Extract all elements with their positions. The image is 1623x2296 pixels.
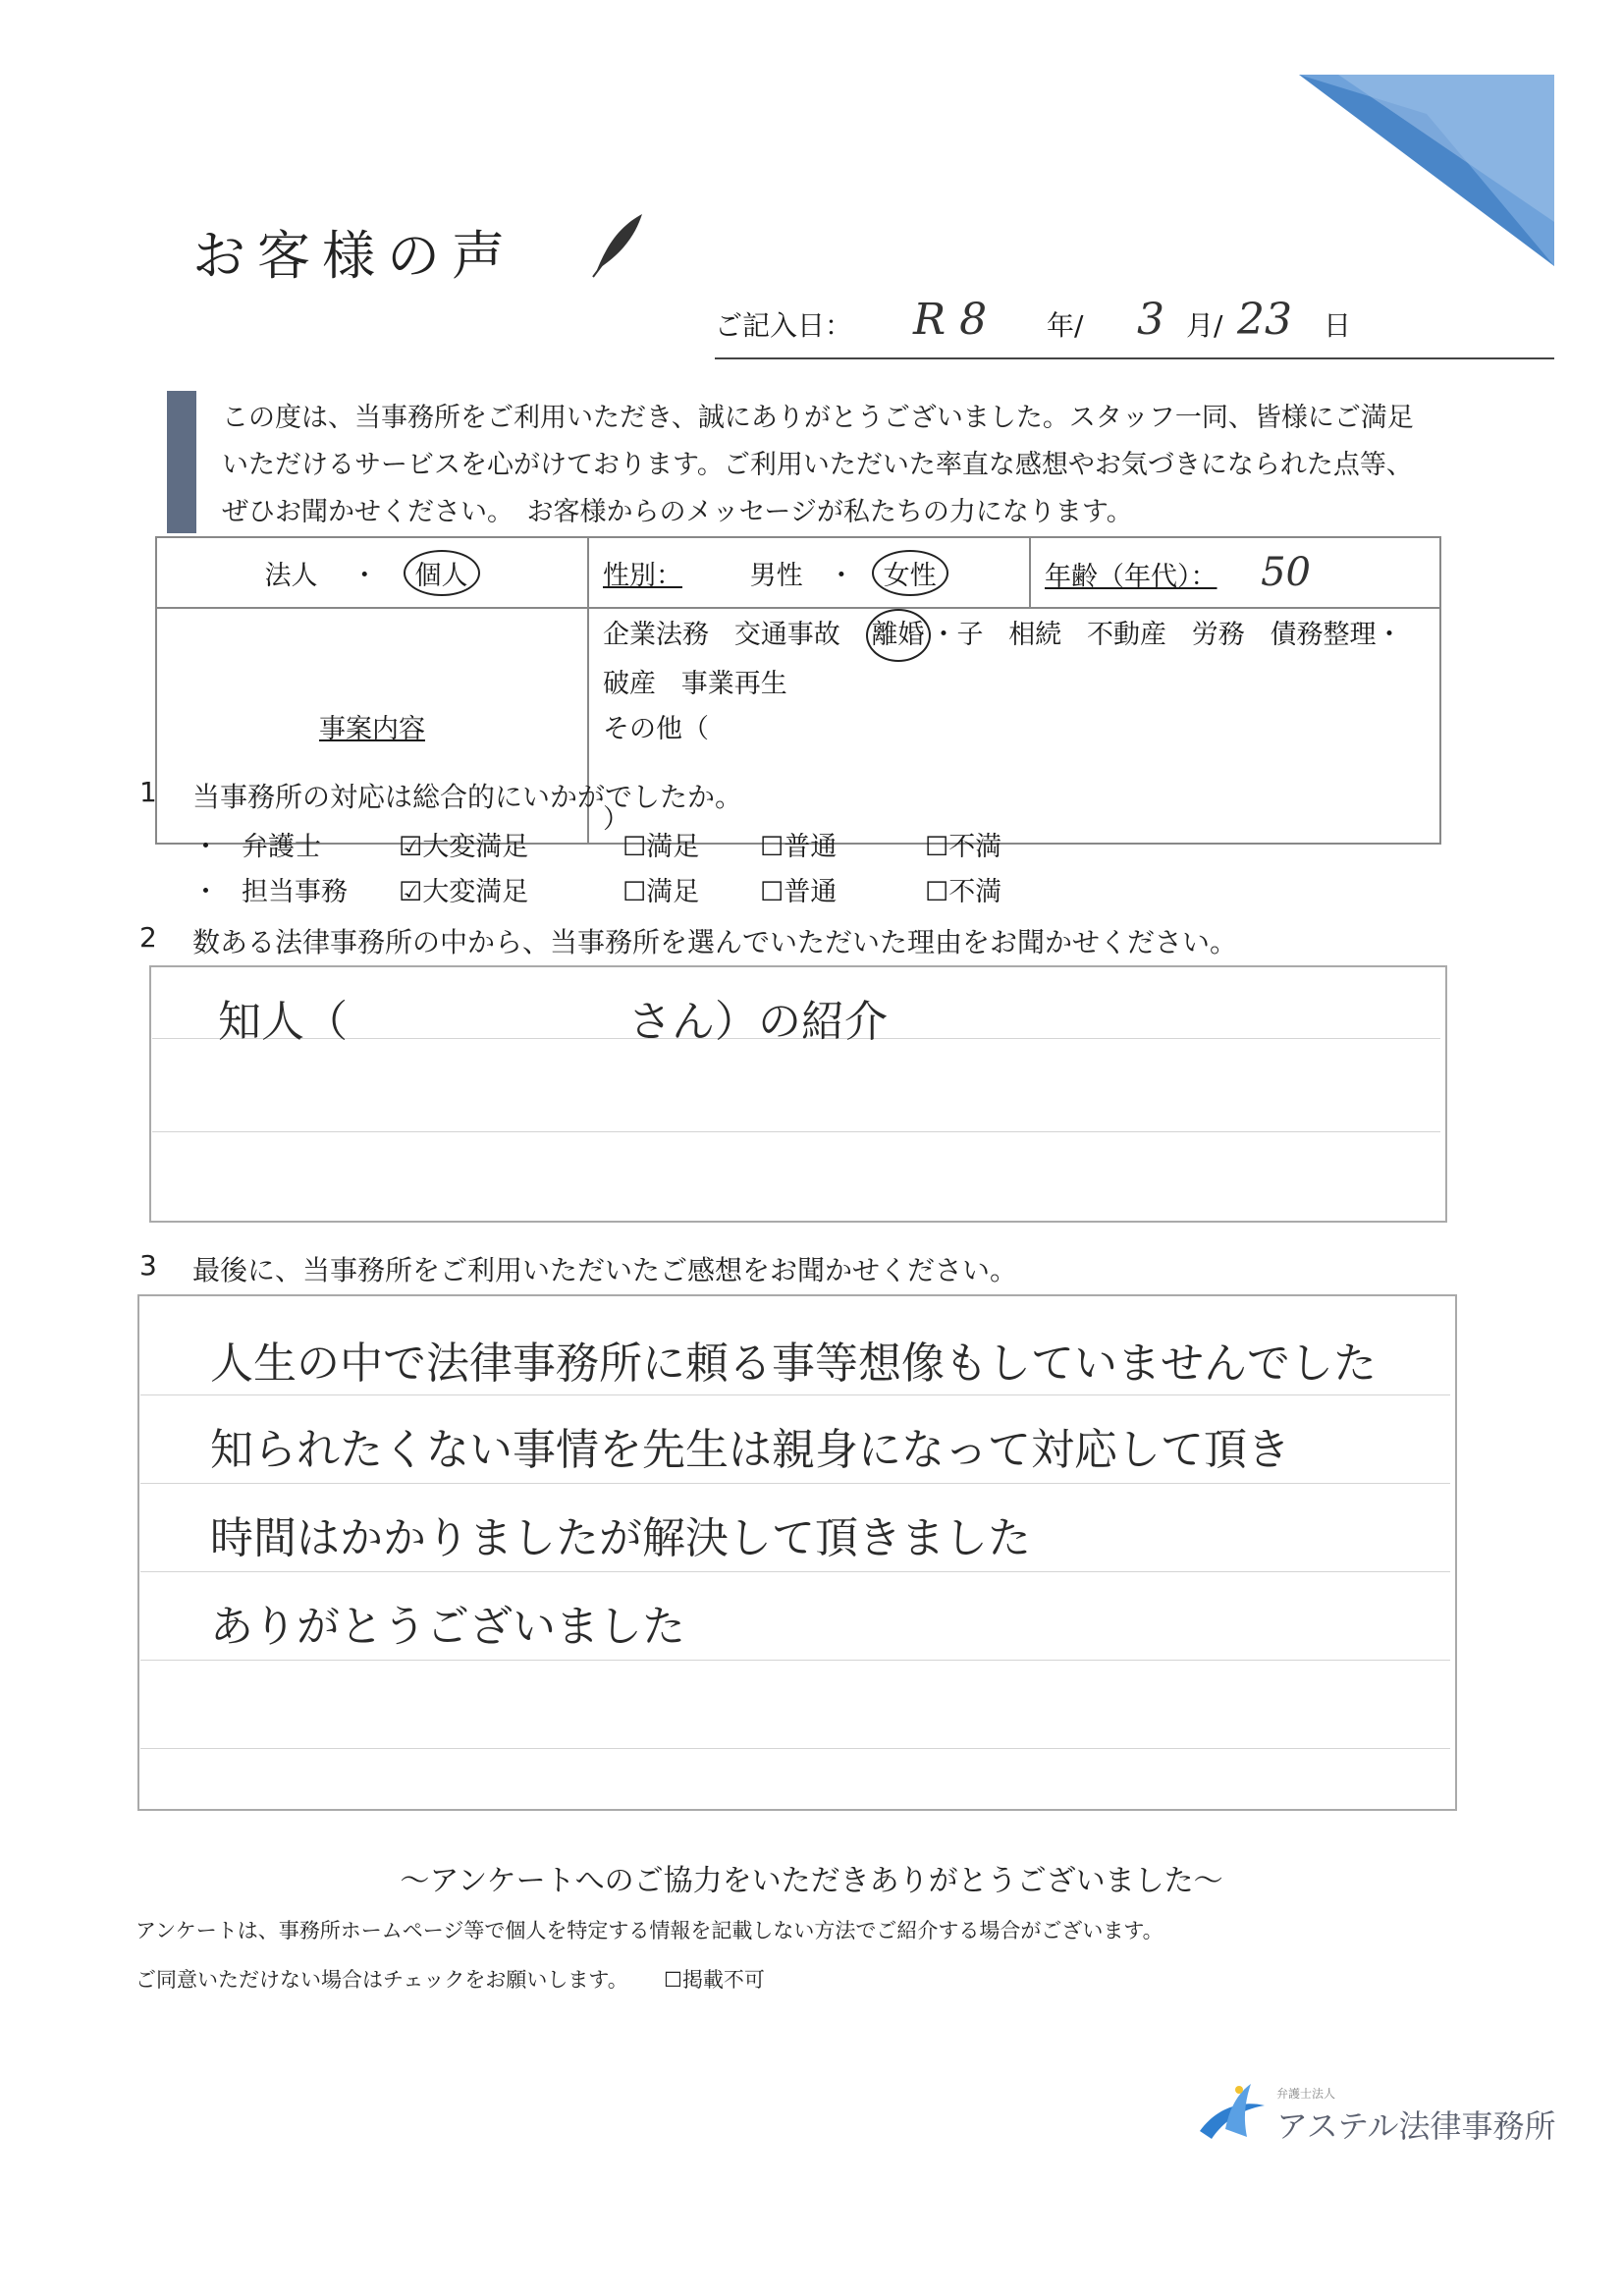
case-option-circled: 離婚 [866, 609, 931, 662]
ruled-line [140, 1394, 1450, 1395]
option-dissatisfied[interactable]: ☐不満 [925, 832, 1002, 862]
age-cell [1030, 537, 1440, 608]
date-month-label: 月/ [1186, 309, 1223, 342]
other-open: その他（ [603, 714, 709, 744]
firm-logo-icon [1196, 2080, 1269, 2145]
female-option-circled: 女性 [872, 550, 948, 596]
q3-answer-line: 知られたくない事情を先生は親身になって対応して頂き [210, 1425, 1290, 1475]
option-very-satisfied-checked[interactable]: ☑大変満足 [399, 832, 529, 862]
date-label: ご記入日： [715, 309, 853, 342]
ruled-line [140, 1571, 1450, 1572]
feather-icon [587, 210, 646, 279]
q3-text: 最後に、当事務所をご利用いただいたご感想をお聞かせください。 [192, 1254, 1018, 1286]
lawyer-label: 弁護士 [242, 832, 321, 862]
case-options-cell: 企業法務 交通事故 離婚 ・子 相続 不動産 労務 債務整理・破産 事業再生 その他（ ） [588, 608, 1440, 844]
option-normal[interactable]: ☐普通 [760, 877, 838, 907]
date-year-label: 年/ [1047, 309, 1084, 342]
option-satisfied[interactable]: ☐満足 [622, 877, 700, 907]
q3-answer-line: 時間はかかりましたが解決して頂きました [210, 1513, 1031, 1563]
intro-accent-bar [167, 391, 196, 533]
age-label: 年齢（年代）： [1045, 562, 1217, 592]
staff-label: 担当事務 [242, 877, 348, 907]
male-option: 男性 [749, 560, 803, 591]
ruled-line [140, 1748, 1450, 1749]
logo-subtitle: 弁護士法人 [1276, 2087, 1336, 2101]
case-option: 労務 [1191, 620, 1245, 650]
publication-note: アンケートは、事務所ホームページ等で個人を特定する情報を記載しない方法でご紹介する場合がございます。 [135, 1919, 1163, 1942]
no-publish-checkbox[interactable]: ☐掲載不可 [664, 1968, 765, 1992]
bullet: ・ [192, 877, 219, 907]
ruled-line [140, 1483, 1450, 1484]
q2-answer-part2: さん）の紹介 [628, 997, 888, 1047]
client-type-cell [156, 537, 588, 608]
separator-dot: ・ [828, 560, 855, 591]
case-option: 債務整理・破産 [603, 620, 1403, 699]
intro-line: いただけるサービスを心がけております。ご利用いただいた率直な感想やお気づきになられた点等、 [222, 450, 1413, 480]
firm-name: アステル法律事務所 [1276, 2107, 1556, 2145]
age-value: 50 [1261, 550, 1311, 595]
case-option: 交通事故 [733, 620, 840, 650]
gender-label: 性別： [603, 560, 682, 591]
individual-option-circled: 個人 [404, 550, 480, 596]
corner-decoration [1299, 75, 1554, 266]
date-era: R 8 [913, 295, 988, 345]
ruled-line [140, 1660, 1450, 1661]
separator-dot: ・ [351, 560, 378, 591]
intro-line: ぜひお聞かせください。 お客様からのメッセージが私たちの力になります。 [222, 497, 1133, 527]
consent-note: ご同意いただけない場合はチェックをお願いします。 [135, 1968, 628, 1992]
case-option: 企業法務 [603, 620, 709, 650]
other-close: ） [603, 804, 629, 835]
case-option: 事業再生 [680, 669, 787, 699]
ruled-line [152, 1131, 1440, 1132]
option-dissatisfied[interactable]: ☐不満 [925, 877, 1002, 907]
corp-option: 法人 [264, 560, 318, 591]
option-normal[interactable]: ☐普通 [760, 832, 838, 862]
option-satisfied[interactable]: ☐満足 [622, 832, 700, 862]
date-day: 23 [1237, 295, 1292, 345]
gender-cell [588, 537, 1030, 608]
q2-number: 2 [139, 921, 157, 954]
q3-answer-line: ありがとうございました [210, 1602, 685, 1652]
option-very-satisfied-checked[interactable]: ☑大変満足 [399, 877, 529, 907]
intro-text [222, 395, 1488, 536]
date-day-label: 日 [1324, 309, 1352, 342]
case-option: 子 [956, 620, 984, 650]
case-option: 相続 [1008, 620, 1062, 650]
q3-number: 3 [139, 1249, 157, 1282]
date-month: 3 [1137, 295, 1164, 345]
case-option: 不動産 [1087, 620, 1166, 650]
q1-text: 当事務所の対応は総合的にいかがでしたか。 [192, 781, 743, 813]
q2-text: 数ある法律事務所の中から、当事務所を選んでいただいた理由をお聞かせください。 [192, 926, 1238, 958]
case-label: 事案内容 [319, 713, 425, 744]
q1-number: 1 [139, 776, 157, 808]
q2-answer-part1: 知人（ [218, 997, 348, 1047]
thanks-message: ～アンケートへのご協力をいただきありがとうございました～ [400, 1864, 1223, 1898]
q3-answer-line: 人生の中で法律事務所に頼る事等想像もしていませんでした [210, 1339, 1377, 1389]
intro-line: この度は、当事務所をご利用いただき、誠にありがとうございました。スタッフ一同、皆様にご満足 [222, 403, 1414, 433]
bullet: ・ [192, 832, 219, 862]
page-title: お客様の声 [192, 225, 516, 287]
info-row-basic [156, 537, 1440, 608]
